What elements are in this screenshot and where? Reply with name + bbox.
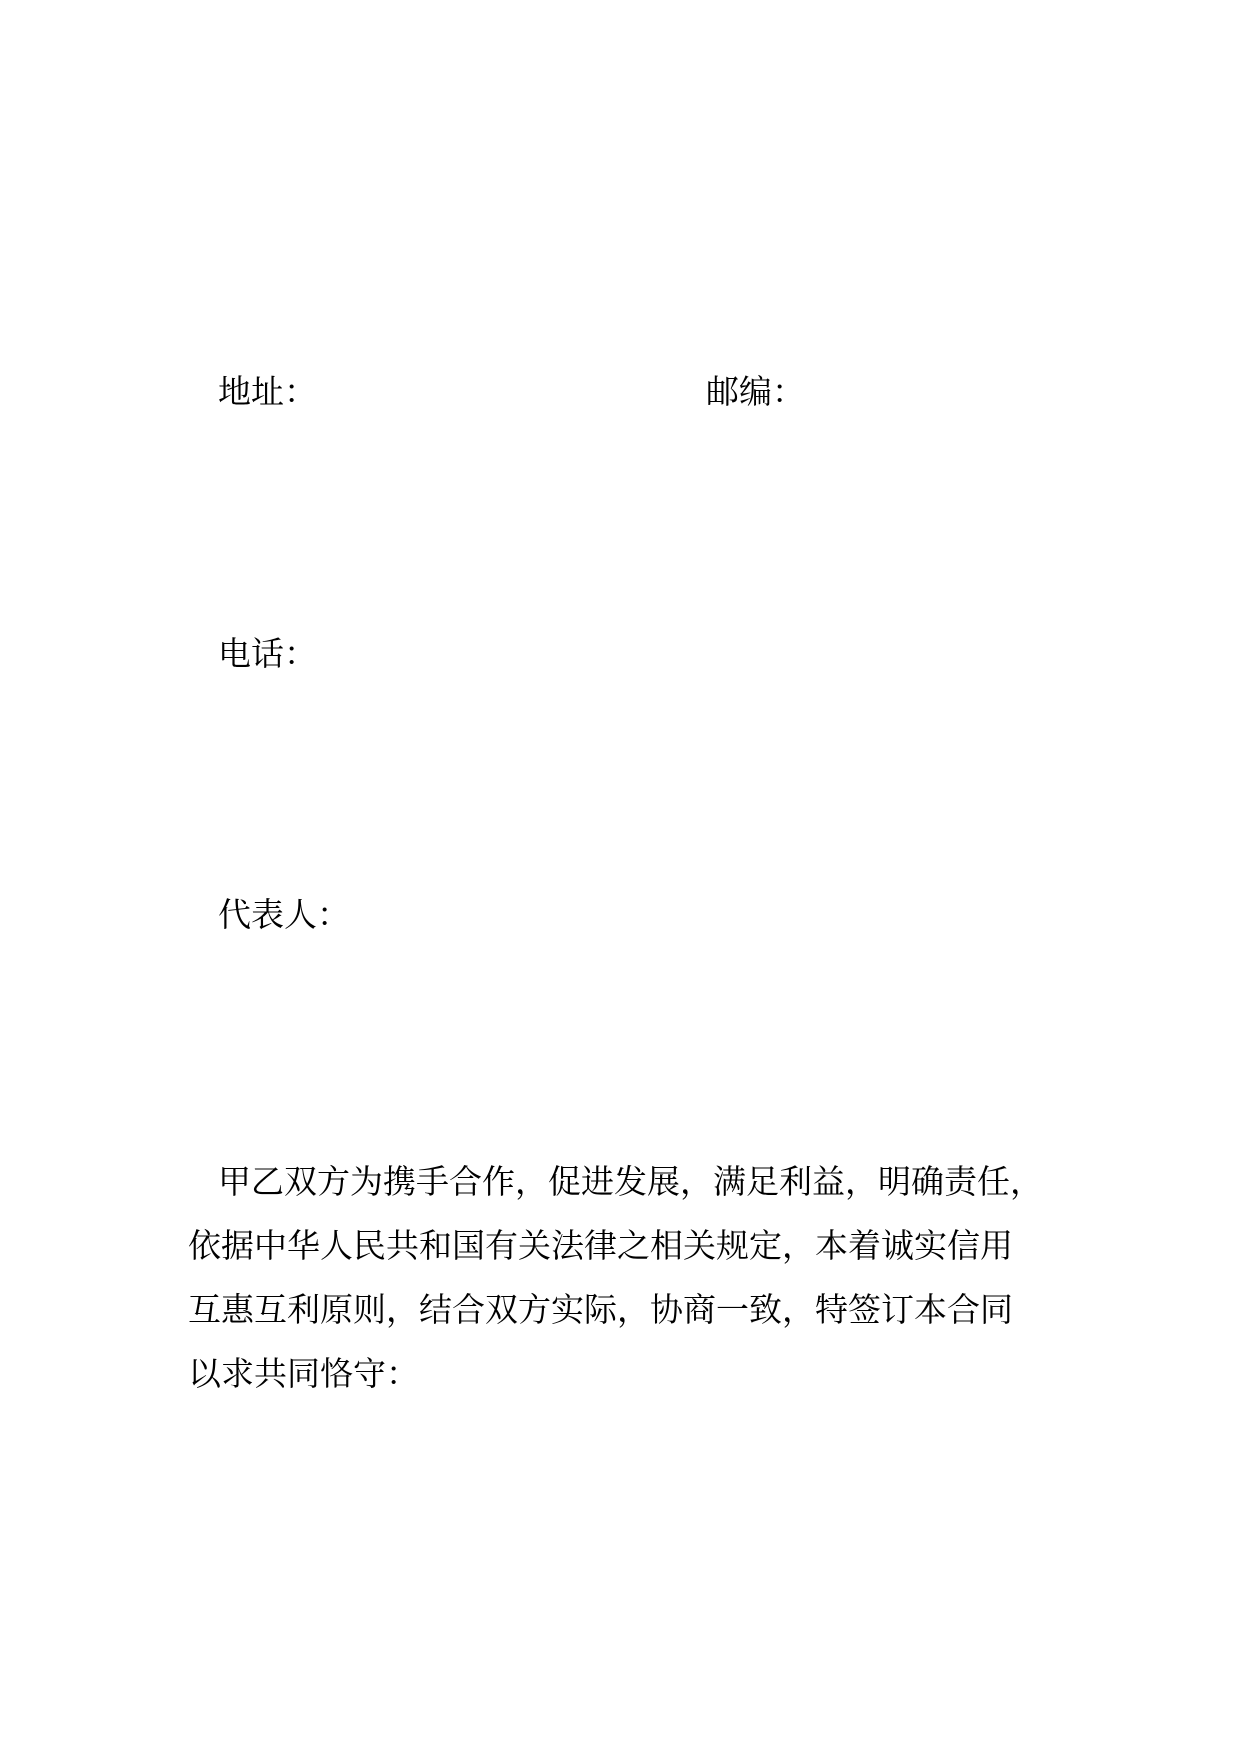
- phone-label: 电话：: [218, 634, 317, 673]
- address-label: 地址：: [218, 372, 317, 411]
- preamble-line: 互惠互利原则，结合双方实际，协商一致，特签订本合同: [188, 1290, 1013, 1329]
- agreement-preamble: [188, 1150, 1068, 1406]
- postcode-label: 邮编：: [706, 372, 805, 411]
- preamble-line: 以求共同恪守：: [188, 1354, 419, 1393]
- preamble-line: 依据中华人民共和国有关法律之相关规定，本着诚实信用: [188, 1226, 1013, 1265]
- preamble-line: 甲乙双方为携手合作，促进发展，满足利益，明确责任，: [218, 1162, 1043, 1201]
- representative-label: 代表人：: [218, 895, 350, 934]
